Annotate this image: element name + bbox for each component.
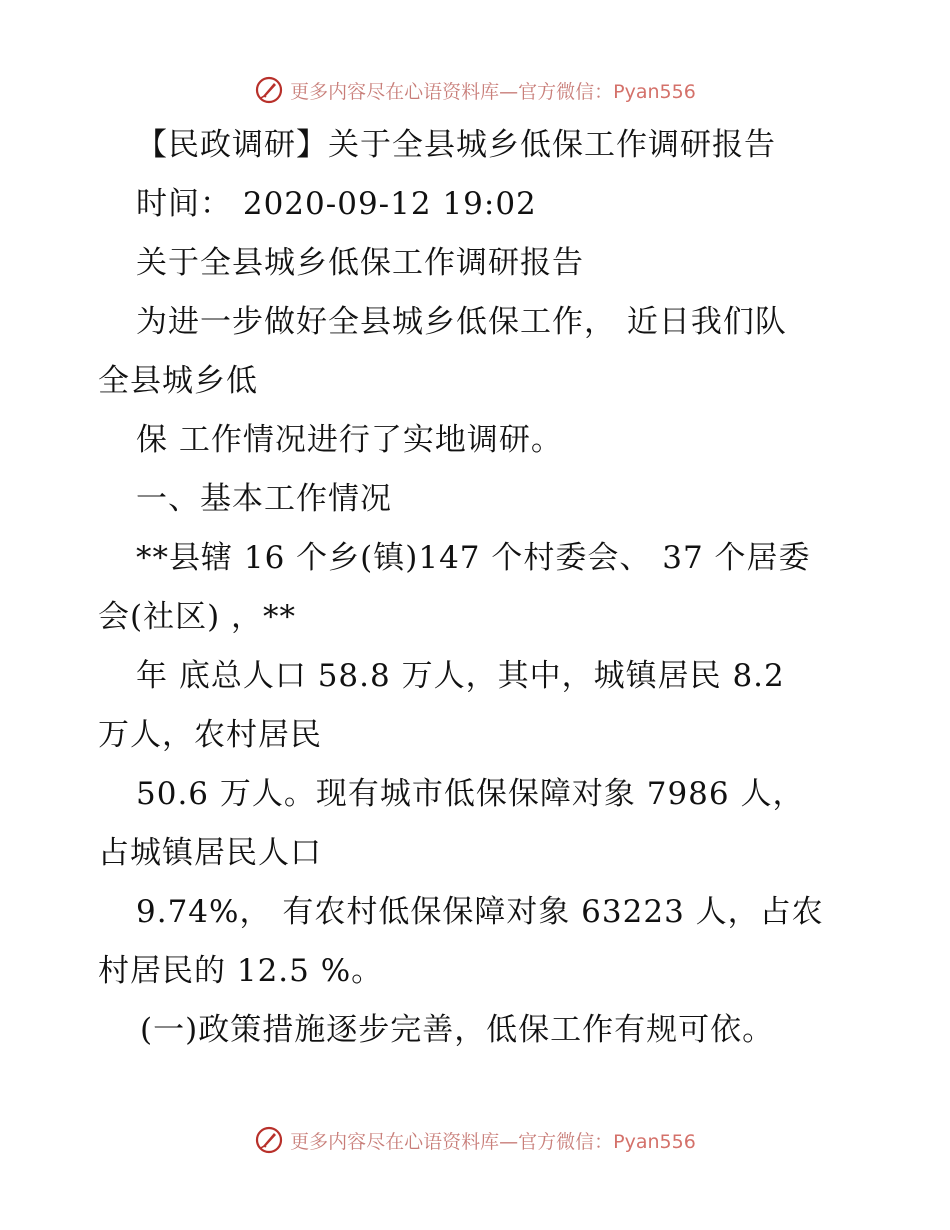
footer-watermark [0, 1120, 950, 1160]
paragraph-line: 村居民的 12.5 %。 [98, 953, 384, 989]
paragraph-line: 年 底总人口 58.8 万人，其中，城镇居民 8.2 [136, 658, 785, 694]
document-time: 时间： 2020-09-12 19:02 [136, 186, 537, 222]
watermark-id: Pyan556 [613, 80, 696, 103]
red-quill-logo-icon [254, 75, 284, 105]
watermark-id: Pyan556 [613, 1130, 696, 1153]
paragraph-line: 9.74%， 有农村低保保障对象 63223 人，占农 [136, 894, 824, 930]
subsection-heading: (一)政策措施逐步完善，低保工作有规可依。 [140, 1012, 775, 1048]
paragraph-line: 关于全县城乡低保工作调研报告 [136, 245, 584, 281]
paragraph-line: 50.6 万人。现有城市低保保障对象 7986 人， [136, 776, 805, 812]
document-body [98, 116, 858, 1060]
section-heading: 一、基本工作情况 [136, 481, 392, 517]
header-watermark [0, 70, 950, 110]
watermark-text: 更多内容尽在心语资料库—官方微信：Pyan556 [290, 1130, 696, 1153]
paragraph-line: 全县城乡低 [98, 363, 258, 399]
watermark-text: 更多内容尽在心语资料库—官方微信：Pyan556 [290, 80, 696, 103]
paragraph-line: 万人，农村居民 [98, 717, 322, 753]
paragraph-line: 占城镇居民人口 [98, 835, 322, 871]
paragraph-line: **县辖 16 个乡(镇)147 个村委会、 37 个居委 [136, 540, 811, 576]
document-title: 【民政调研】关于全县城乡低保工作调研报告 [136, 127, 776, 163]
paragraph-line: 保 工作情况进行了实地调研。 [136, 422, 563, 458]
red-quill-logo-icon [254, 1125, 284, 1155]
paragraph-line: 会(社区) ，** [98, 599, 297, 635]
paragraph-line: 为进一步做好全县城乡低保工作， 近日我们队 [136, 304, 787, 340]
